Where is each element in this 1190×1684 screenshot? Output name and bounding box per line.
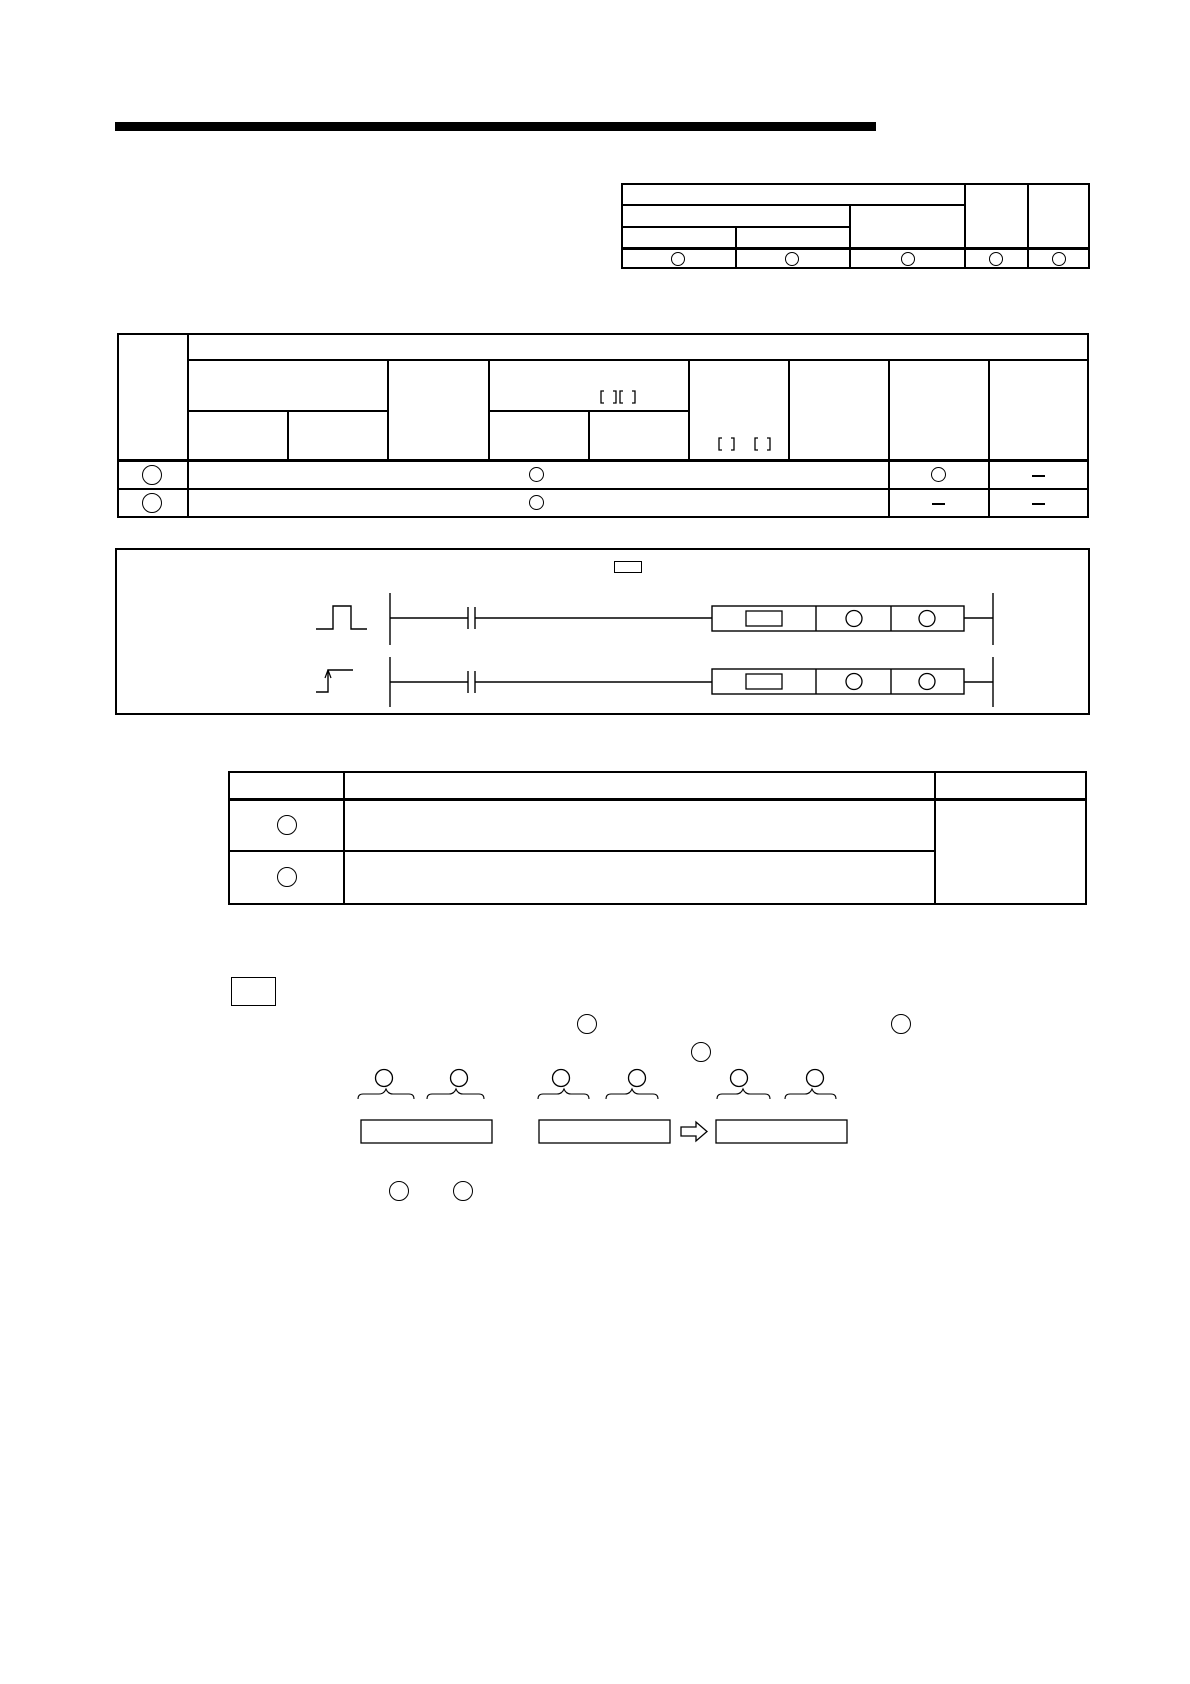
line2-mark <box>691 1042 711 1062</box>
row-2-number-mark <box>142 493 162 513</box>
line1-mark-1 <box>577 1014 597 1034</box>
footnote-mark-2 <box>453 1181 473 1201</box>
cpu-mark-5 <box>1052 252 1066 266</box>
row-2-main-mark <box>529 495 544 510</box>
bracket-icon <box>600 389 640 405</box>
function-label-box <box>231 977 276 1006</box>
row-1-number-mark <box>142 465 162 485</box>
row-1-main-mark <box>529 467 544 482</box>
bracket-icon <box>718 436 774 452</box>
row-2-col8-dash <box>1032 503 1045 505</box>
footnote-mark-1 <box>389 1181 409 1201</box>
setting-row-2-mark <box>277 867 297 887</box>
cpu-mark-1 <box>671 252 685 266</box>
level-pulse-icon <box>316 606 367 629</box>
setting-row-1-mark <box>277 815 297 835</box>
cpu-mark-2 <box>785 252 799 266</box>
row-1-col7-mark <box>931 467 946 482</box>
row-2-col7-dash <box>932 503 945 505</box>
row-1-col8-dash <box>1032 475 1045 477</box>
header-rule <box>115 122 876 131</box>
cpu-mark-3 <box>901 252 915 266</box>
ladder-rungs <box>300 585 1010 710</box>
operation-diagram <box>355 1065 855 1150</box>
rising-edge-icon <box>316 670 353 692</box>
cpu-mark-4 <box>989 252 1003 266</box>
line1-mark-2 <box>891 1014 911 1034</box>
hollow-right-arrow-icon <box>681 1122 707 1141</box>
instruction-label-box <box>614 561 642 573</box>
